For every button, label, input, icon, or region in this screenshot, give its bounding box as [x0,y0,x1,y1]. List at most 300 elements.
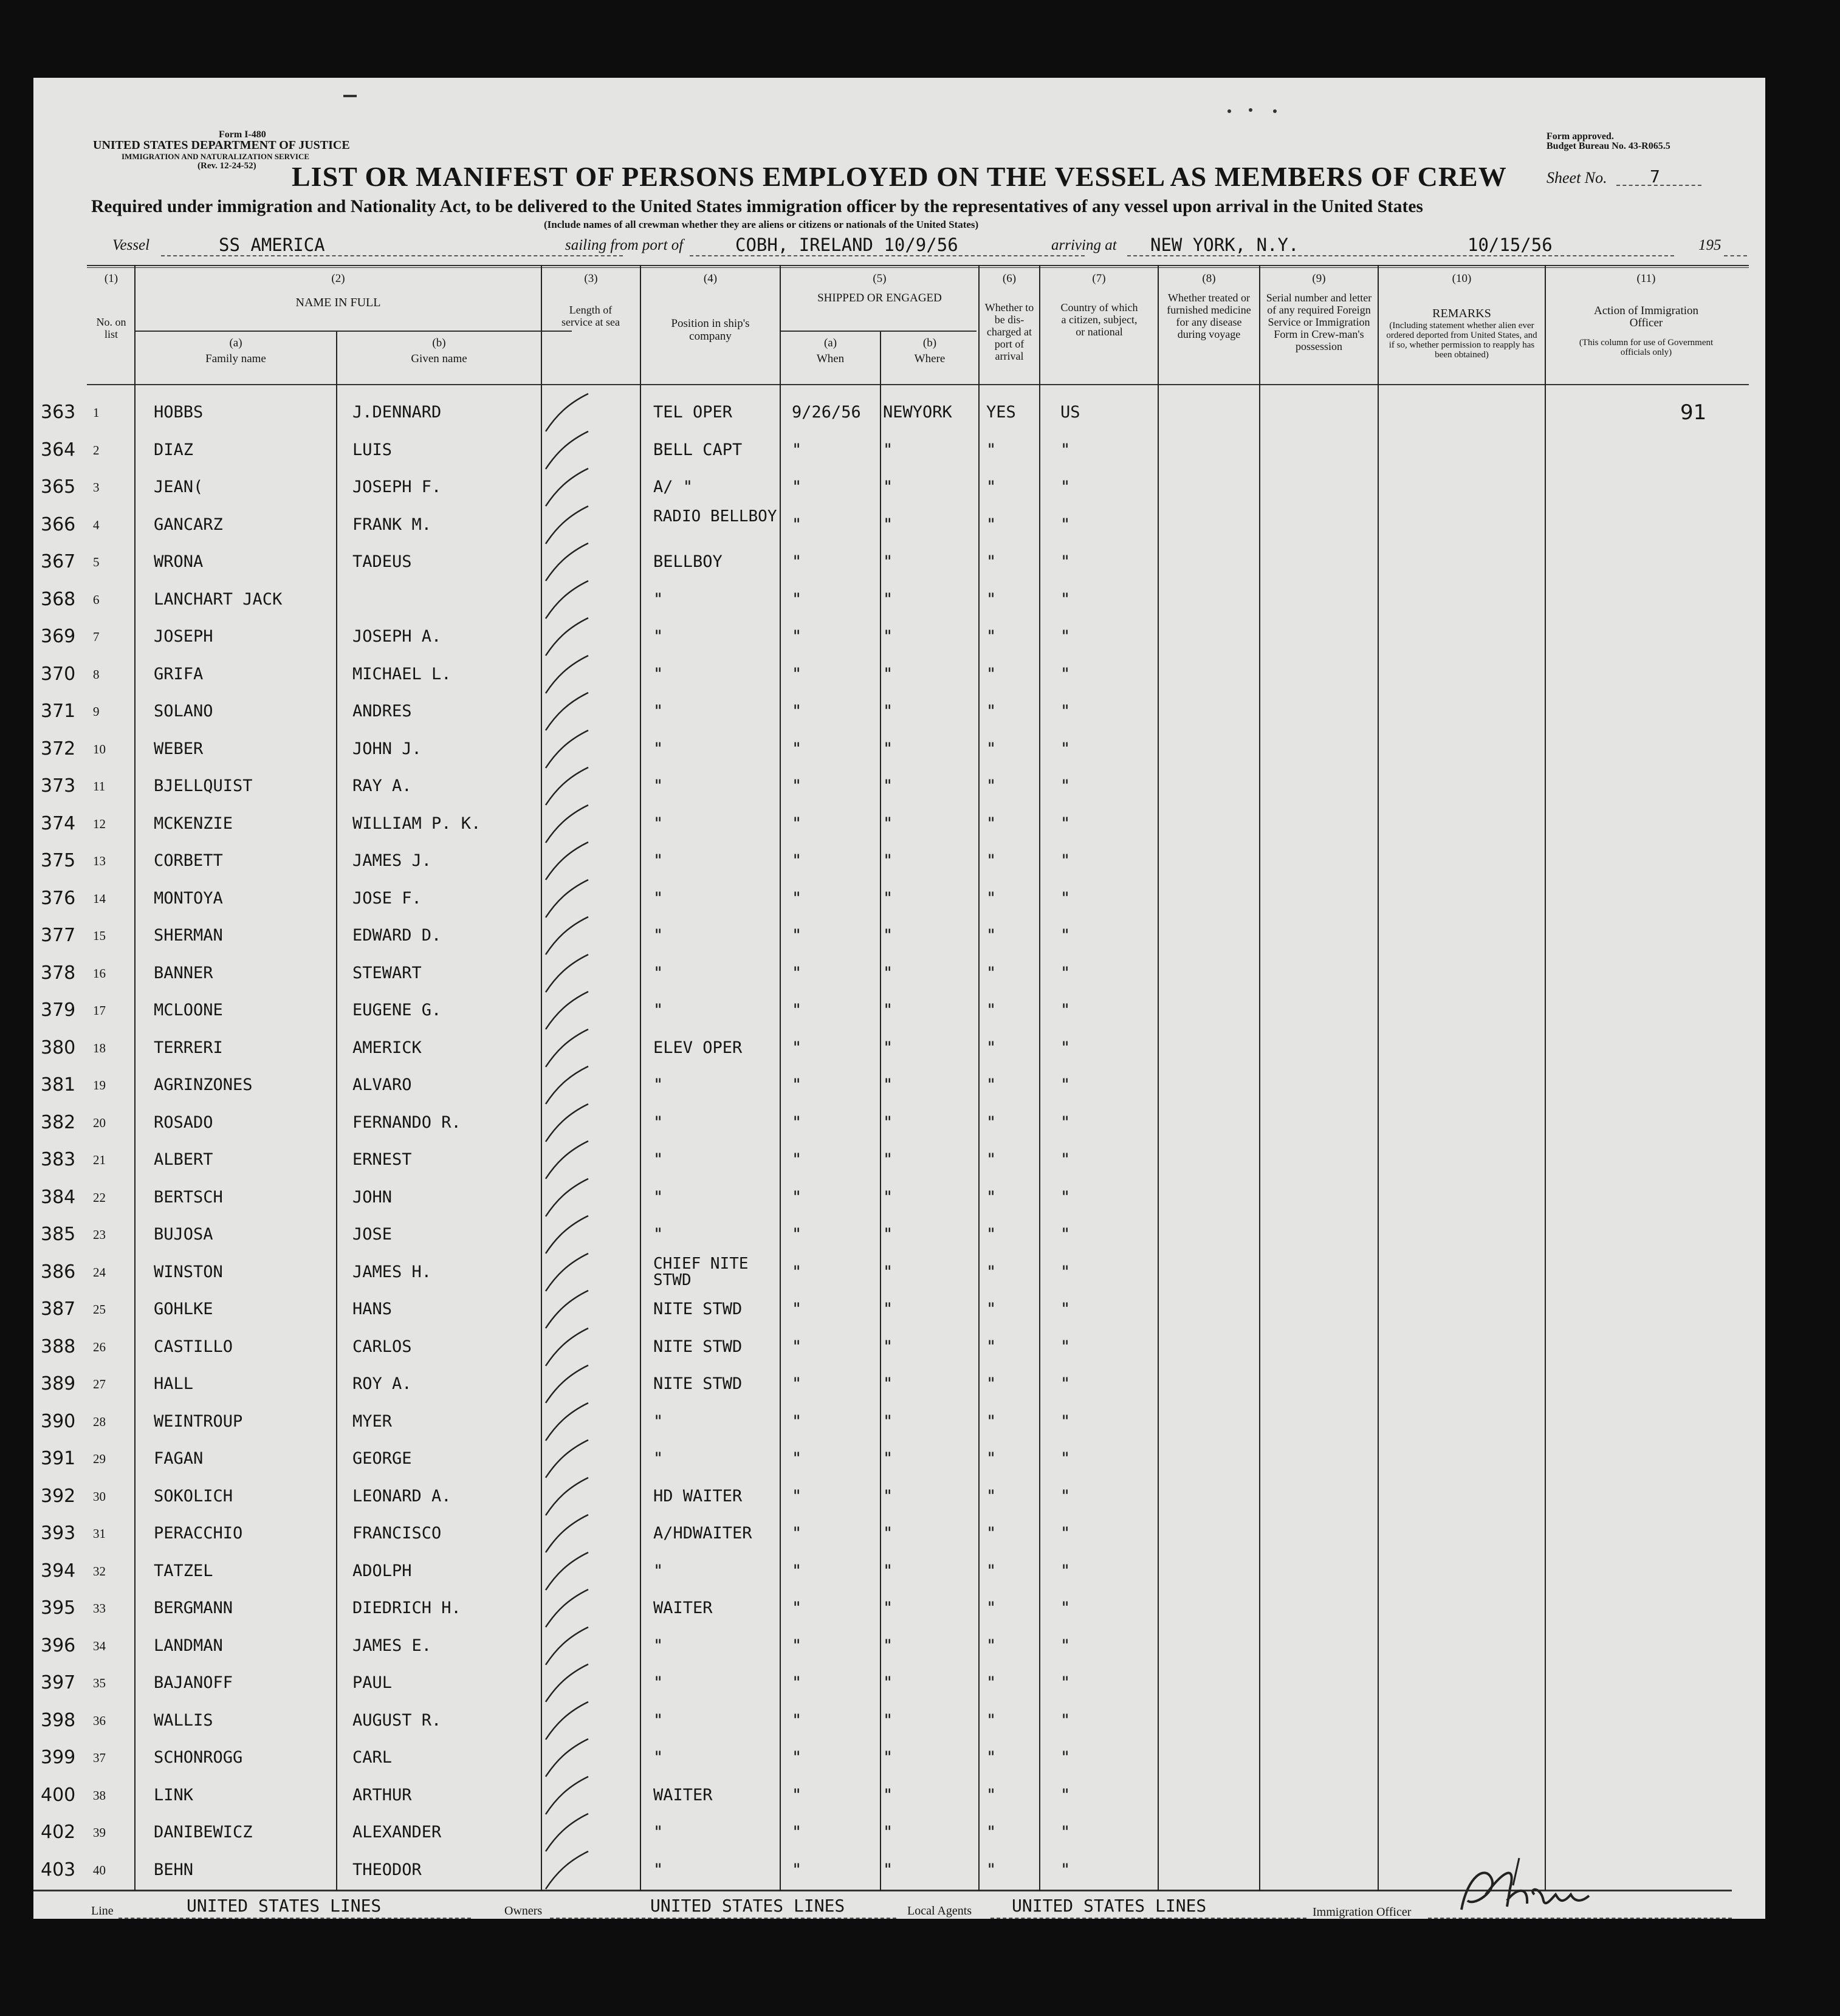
shipped-when: " [792,1710,802,1730]
discharged: " [986,1150,997,1169]
position: BELL CAPT [653,440,743,459]
shipped-when: " [792,664,802,684]
discharged: " [986,888,997,908]
shipped-where: " [883,739,893,758]
country: " [1060,777,1071,795]
line-number: 20 [93,1115,106,1130]
line-number: 27 [93,1377,106,1391]
given-name: AUGUST R. [352,1710,442,1730]
table-row [33,1589,1765,1627]
line-number: 1 [93,405,100,420]
family-name: BERTSCH [154,1187,223,1207]
line-number: 24 [93,1264,106,1280]
discharged: " [986,1599,997,1617]
shipped-when: " [792,702,802,721]
table-row [33,917,1765,955]
position: " [653,1113,664,1132]
table-row [33,581,1765,619]
country: " [1060,1673,1071,1692]
shipped-where: " [883,926,893,945]
col-header-position: Position in ship's company [671,317,750,343]
shipped-where: " [883,963,893,982]
table-row [33,1552,1765,1590]
shipped-where: " [883,1561,893,1580]
vessel-name: SS AMERICA [219,235,325,255]
given-name: TADEUS [352,552,412,571]
row-number: 377 [41,925,76,946]
row-number: 385 [41,1224,76,1245]
country: US [1060,403,1080,422]
line-number: 2 [93,442,100,458]
shipped-when: " [792,1561,802,1580]
line-number: 8 [93,667,100,682]
position: NITE STWD [653,1374,743,1393]
shipped-when: " [792,1524,802,1543]
shipped-when: " [792,1823,802,1842]
given-name: EUGENE G. [352,1001,442,1020]
given-name: ERNEST [352,1150,412,1169]
shipped-when: " [792,552,802,571]
line-number: 37 [93,1750,106,1765]
service-check-mark [541,840,596,882]
shipped-where: " [883,589,893,609]
given-name: JOSE F. [352,888,422,908]
position: " [653,1449,664,1468]
country: " [1060,1486,1071,1506]
service-check-mark [541,1139,596,1181]
col-sub-a: (a) [229,337,242,349]
family-name: WEINTROUP [154,1411,243,1431]
shipped-when: " [792,1636,802,1655]
name-subheader-line [136,331,572,332]
position: " [653,1823,664,1842]
shipped-when: " [792,1374,802,1393]
shipped-where: " [883,515,893,534]
shipped-where: " [883,1486,893,1506]
col-header-treated: Whether treated or furnished medicine for any disease during voyage [1167,292,1251,340]
family-name: GOHLKE [154,1300,213,1318]
shipped-where: " [883,1038,893,1057]
family-name: WALLIS [154,1710,213,1730]
family-name: LANDMAN [154,1636,223,1655]
row-number: 393 [41,1523,76,1544]
discharged: " [986,1001,997,1020]
col-header-action: Action of Immigration Officer [1593,304,1699,329]
line-number: 14 [93,891,106,906]
family-name: TERRERI [154,1038,223,1057]
shipped-where: " [883,1411,893,1431]
row-number: 394 [41,1560,76,1582]
service-check-mark [541,1176,596,1219]
given-name: PAUL [352,1673,393,1692]
family-name: WINSTON [154,1262,223,1281]
stray-mark [1227,109,1231,113]
given-name: FRANCISCO [352,1524,442,1543]
given-name: MICHAEL L. [352,664,451,684]
shipped-when: " [792,1038,802,1057]
vessel-label: Vessel [112,237,150,253]
country: " [1060,1785,1071,1805]
line-number: 34 [93,1638,106,1653]
col-num-5: (5) [873,272,887,285]
country: " [1060,1113,1071,1132]
position: " [653,814,664,833]
service-check-mark [541,504,596,546]
position: ELEV OPER [653,1038,743,1057]
country: " [1060,1449,1071,1468]
shipped-when: " [792,1486,802,1506]
sailing-line [690,255,1085,256]
table-row [33,394,1765,431]
service-check-mark [541,653,596,696]
col-num-1: (1) [104,272,118,285]
country: " [1060,888,1071,908]
discharged: " [986,589,997,609]
given-name: ADOLPH [352,1561,412,1580]
discharged: YES [986,403,1016,422]
stray-mark [343,95,357,97]
table-row [33,955,1765,992]
row-number: 399 [41,1747,76,1768]
row-number: 381 [41,1074,76,1095]
col-header-length: Length of service at sea [561,304,620,328]
col-num-10: (10) [1452,272,1472,285]
position: " [653,664,664,684]
country: " [1060,1524,1071,1543]
service-check-mark [541,541,596,583]
position: " [653,888,664,908]
table-row [33,1029,1765,1067]
service-check-mark [541,1849,596,1891]
shipped-when: " [792,814,802,833]
shipped-where: " [883,1150,893,1169]
shipped-when: " [792,1300,802,1318]
shipped-when: " [792,1225,802,1244]
shipped-where: " [883,1748,893,1767]
row-number: 364 [41,439,76,461]
shipped-where: " [883,1337,893,1356]
service-check-mark [541,1737,596,1779]
discharged: " [986,777,997,795]
row-number: 397 [41,1672,76,1693]
col-header-discharged: Whether to be dis-charged at port of arrival [984,301,1034,362]
discharged: " [986,739,997,758]
given-name: JOHN J. [352,739,422,758]
country: " [1060,1187,1071,1207]
given-name: FERNANDO R. [352,1113,461,1132]
discharged: " [986,1486,997,1506]
family-name: BAJANOFF [154,1673,233,1692]
shipped-where: " [883,851,893,870]
shipped-when: " [792,1075,802,1094]
row-number: 376 [41,887,76,909]
position: " [653,589,664,609]
family-name: SHERMAN [154,926,223,945]
discharged: " [986,1785,997,1805]
shipped-when: " [792,515,802,534]
family-name: WEBER [154,739,204,758]
position: WAITER [653,1785,713,1805]
vessel-line [161,255,623,256]
year-label: 195 [1698,237,1722,253]
year-line [1724,255,1747,256]
given-name: ALEXANDER [352,1823,442,1842]
given-name: GEORGE [352,1449,412,1468]
shipped-when: " [792,739,802,758]
discharged: " [986,1673,997,1692]
shipped-where: " [883,478,893,496]
position: " [653,1225,664,1244]
given-name: JOSEPH F. [352,478,442,496]
shipped-when: " [792,589,802,609]
table-row [33,543,1765,581]
line-number: 19 [93,1078,106,1092]
shipped-where: " [883,1636,893,1655]
shipped-where: " [883,552,893,571]
line-number: 10 [93,741,106,756]
country: " [1060,1337,1071,1356]
given-name: ROY A. [352,1374,412,1393]
line-number: 13 [93,854,106,868]
country: " [1060,739,1071,758]
shipped-where: " [883,1524,893,1543]
given-name: CARL [352,1748,393,1767]
officer-label: Immigration Officer [1313,1905,1412,1919]
position: " [653,1710,664,1730]
given-name: DIEDRICH H. [352,1599,461,1617]
service-check-mark [541,429,596,471]
line-number: 32 [93,1563,106,1579]
family-name: WRONA [154,552,204,571]
shipped-where: " [883,1001,893,1020]
table-row [33,1066,1765,1104]
line-number: 39 [93,1825,106,1840]
shipped-where: " [883,1187,893,1207]
row-number: 383 [41,1149,76,1170]
form-approved: Form approved. [1546,131,1614,142]
discharged: " [986,1374,997,1393]
country: " [1060,627,1071,646]
service-check-mark [541,615,596,658]
country: " [1060,1748,1071,1767]
service-check-mark [541,877,596,920]
position: " [653,1075,664,1094]
family-name: SOLANO [154,702,213,721]
discharged: " [986,814,997,833]
family-name: ALBERT [154,1150,213,1169]
given-name: CARLOS [352,1337,412,1356]
service-check-mark [541,1811,596,1854]
table-row [33,656,1765,693]
discharged: " [986,552,997,571]
family-name: FAGAN [154,1449,204,1468]
owners-value: UNITED STATES LINES [650,1896,845,1916]
shipped-where: " [883,664,893,684]
shipped-where: " [883,1860,893,1879]
row-number: 379 [41,999,76,1021]
col-num-3: (3) [584,272,598,285]
department: UNITED STATES DEPARTMENT OF JUSTICE [93,139,350,152]
discharged: " [986,1075,997,1094]
row-number: 375 [41,850,76,871]
service-check-mark [541,1251,596,1294]
row-number: 395 [41,1597,76,1619]
shipped-when: " [792,1001,802,1020]
table-row [33,1739,1765,1777]
table-row [33,880,1765,917]
shipped-where: " [883,1785,893,1805]
row-number: 373 [41,775,76,797]
line-number: 40 [93,1862,106,1877]
col-action-note: (This column for use of Government officials only) [1579,338,1714,357]
country: " [1060,963,1071,982]
shipped-where: " [883,1449,893,1468]
discharged: " [986,963,997,982]
line-number: 12 [93,816,106,831]
table-row [33,1104,1765,1142]
line-number: 29 [93,1452,106,1466]
service-check-mark [541,690,596,733]
shipped-where: " [883,1113,893,1132]
table-row [33,618,1765,656]
family-name: MCLOONE [154,1001,223,1020]
service-check-mark [541,1027,596,1069]
service-check-mark [541,391,596,434]
discharged: " [986,1748,997,1767]
table-row [33,730,1765,768]
family-name: BERGMANN [154,1599,233,1617]
table-row [33,506,1765,544]
line-underline [118,1918,471,1919]
row-number: 372 [41,738,76,759]
row-number: 389 [41,1373,76,1394]
shipped-where: " [883,1710,893,1730]
table-row [33,1141,1765,1179]
family-name: LINK [154,1785,194,1805]
table-row [33,1179,1765,1216]
row-number: 400 [41,1784,76,1806]
table-top-border [87,265,1749,266]
shipped-where: " [883,440,893,459]
given-name: THEODOR [352,1860,422,1879]
row-number: 398 [41,1709,76,1731]
country: " [1060,478,1071,496]
stray-mark [1273,109,1277,113]
table-row [33,468,1765,506]
shipped-when: 9/26/56 [792,403,861,422]
country: " [1060,664,1071,684]
shipped-where: " [883,1075,893,1094]
country: " [1060,1225,1071,1244]
shipped-where: " [883,888,893,908]
line-number: 6 [93,592,100,607]
line-number: 30 [93,1489,106,1504]
sheet-label: Sheet No. [1546,169,1607,187]
family-name: SOKOLICH [154,1486,233,1506]
line-number: 5 [93,555,100,569]
given-name: AMERICK [352,1038,422,1057]
table-row [33,1253,1765,1291]
page-title: LIST OR MANIFEST OF PERSONS EMPLOYED ON THE VESSEL AS MEMBERS OF CREW [292,161,1507,192]
position: " [653,1411,664,1431]
country: " [1060,1001,1071,1020]
service-check-mark [541,1326,596,1368]
position: CHIEF NITE STWD [653,1254,749,1289]
manifest-sheet [33,78,1765,1919]
shipped-where: " [883,627,893,646]
service-check-mark [541,1475,596,1518]
arrival-date: 10/15/56 [1468,235,1553,255]
col-num-8: (8) [1202,272,1216,285]
family-name: ROSADO [154,1113,213,1132]
service-check-mark [541,989,596,1032]
row-number: 366 [41,513,76,535]
service-check-mark [541,952,596,995]
discharged: " [986,926,997,945]
col-header-serial: Serial number and letter of any required Foreign Service or Immigration Form in Crew-man's possession [1266,292,1372,352]
position: " [653,1860,664,1879]
col-sub-b: (b) [432,337,446,349]
shipped-where: " [883,1262,893,1281]
shipped-when: " [792,888,802,908]
col-num-11: (11) [1636,272,1656,285]
discharged: " [986,1561,997,1580]
country: " [1060,1411,1071,1431]
country: " [1060,1823,1071,1842]
table-row [33,1515,1765,1552]
line-number: 18 [93,1040,106,1055]
service-check-mark [541,1363,596,1405]
line-number: 7 [93,629,100,644]
row-number: 374 [41,812,76,834]
row-number: 380 [41,1037,76,1058]
sailing-label: sailing from port of [565,237,684,253]
table-top-border-2 [87,267,1749,268]
shipped-when: " [792,1449,802,1468]
line-number: 28 [93,1414,106,1429]
line-number: 25 [93,1302,106,1317]
service-check-mark [541,1438,596,1480]
shipped-where: " [883,1673,893,1692]
given-name: JOHN [352,1187,393,1207]
agents-value: UNITED STATES LINES [1012,1896,1207,1916]
col-header-shipped: SHIPPED OR ENGAGED [817,292,942,304]
discharged: " [986,440,997,459]
service-check-mark [541,914,596,957]
shipped-when: " [792,440,802,459]
family-name: BEHN [154,1860,194,1879]
shipped-when: " [792,1673,802,1692]
discharged: " [986,627,997,646]
shipped-when: " [792,1262,802,1281]
line-number: 21 [93,1153,106,1167]
col-num-6: (6) [1002,272,1017,285]
form-number: Form I-480 [219,129,266,140]
service-check-mark [541,578,596,621]
country: " [1060,1374,1071,1393]
family-name: GANCARZ [154,515,223,534]
service-check-mark [541,1625,596,1667]
shipped-when: " [792,1599,802,1617]
country: " [1060,1150,1071,1169]
stray-mark [1249,108,1252,112]
shipped-when: " [792,1113,802,1132]
sailing-from: COBH, IRELAND 10/9/56 [735,235,958,255]
shipped-when: " [792,963,802,982]
shipped-when: " [792,851,802,870]
family-name: DANIBEWICZ [154,1823,253,1842]
col-remarks-note: (Including statement whether alien ever ordered deported from United States, and if so, whether permission to reapply has been obtained) [1386,321,1537,360]
